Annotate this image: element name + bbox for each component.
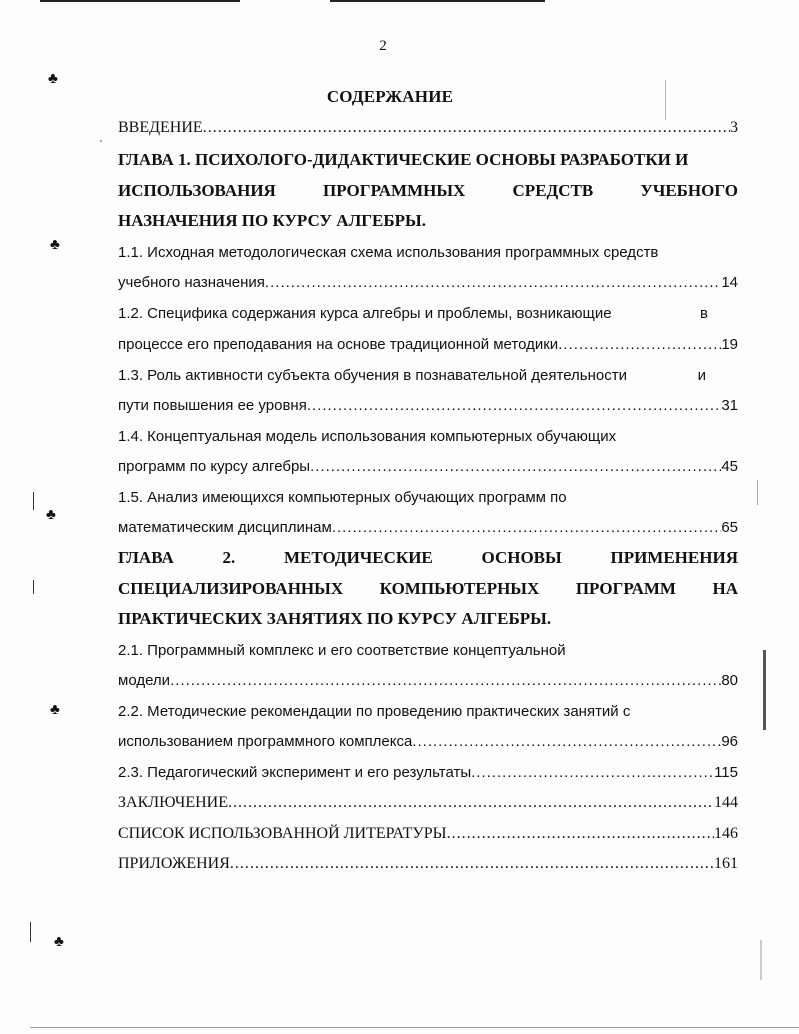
toc-entry-page: 115 bbox=[714, 764, 738, 781]
toc-entry-text: 2.3. Педагогический эксперимент и его результаты bbox=[118, 764, 472, 781]
chapter-1-heading-line-2 bbox=[118, 181, 738, 201]
toc-entry-text: 2.2. Методические рекомендации по проведению практических занятий с bbox=[118, 703, 631, 720]
leader-dots bbox=[447, 824, 714, 844]
leader-dots bbox=[558, 335, 721, 355]
toc-entry-page: 144 bbox=[714, 794, 738, 811]
toc-entry-label: ПРИЛОЖЕНИЯ bbox=[118, 855, 230, 872]
scan-artifact bbox=[100, 140, 102, 142]
toc-entry-1-2-line-1 bbox=[118, 304, 738, 324]
margin-tick bbox=[33, 580, 34, 594]
toc-entry-2-1-line-2 bbox=[118, 671, 738, 691]
club-mark-icon: ♣ bbox=[50, 702, 60, 718]
toc-entry-page: 65 bbox=[721, 519, 738, 536]
margin-tick bbox=[665, 80, 666, 120]
toc-entry-page: 31 bbox=[721, 397, 738, 414]
toc-entry-page: 146 bbox=[714, 825, 738, 842]
leader-dots bbox=[471, 763, 714, 783]
toc-entry-2-2-line-1 bbox=[118, 702, 738, 722]
toc-entry-intro bbox=[118, 118, 738, 138]
leader-dots bbox=[307, 396, 721, 416]
chapter-heading-word: МЕТОДИЧЕСКИЕ bbox=[284, 548, 433, 567]
toc-entry-text: использованием программного комплекса bbox=[118, 733, 413, 750]
toc-entry-text: учебного назначения bbox=[118, 274, 265, 291]
toc-entry-text: 1.2. Специфика содержания курса алгебры и проблемы, возникающие bbox=[118, 305, 612, 322]
scan-artifact bbox=[760, 940, 762, 980]
margin-tick bbox=[30, 922, 31, 942]
toc-entry-text: 1.3. Роль активности субъекта обучения в познавательной деятельности bbox=[118, 367, 627, 384]
toc-entry-1-1-line-1 bbox=[118, 243, 738, 263]
scan-artifact bbox=[757, 480, 758, 505]
club-mark-icon: ♣ bbox=[48, 71, 58, 87]
toc-entry-text: пути повышения ее уровня bbox=[118, 397, 307, 414]
toc-entry-1-3-line-2 bbox=[118, 396, 738, 416]
chapter-heading-word: КОМПЬЮТЕРНЫХ bbox=[379, 579, 540, 598]
chapter-1-heading-line-3 bbox=[118, 211, 738, 231]
toc-entry-2-2-line-2 bbox=[118, 732, 738, 752]
margin-tick bbox=[33, 492, 34, 510]
chapter-2-heading-line-1 bbox=[118, 548, 738, 568]
scan-artifact bbox=[763, 650, 766, 730]
page-number: 2 bbox=[379, 38, 387, 54]
toc-entry-text: процессе его преподавания на основе традиционной методики bbox=[118, 336, 559, 353]
leader-dots bbox=[332, 518, 721, 538]
leader-dots bbox=[203, 118, 730, 138]
toc-entry-text: программ по курсу алгебры bbox=[118, 458, 311, 475]
toc-entry-page: 161 bbox=[714, 855, 738, 872]
toc-title: СОДЕРЖАНИЕ bbox=[326, 87, 454, 106]
chapter-heading-word: ПРОГРАММНЫХ bbox=[323, 181, 466, 200]
chapter-heading-word: 2. bbox=[222, 548, 236, 567]
toc-entry-1-3-line-1 bbox=[118, 366, 738, 386]
toc-entry-text: 1.5. Анализ имеющихся компьютерных обучающих программ по bbox=[118, 489, 567, 506]
chapter-heading-word: СПЕЦИАЛИЗИРОВАННЫХ bbox=[118, 579, 344, 598]
chapter-heading-text: ГЛАВА 1. ПСИХОЛОГО-ДИДАКТИЧЕСКИЕ ОСНОВЫ РАЗРАБОТКИ И bbox=[118, 150, 689, 169]
chapter-2-heading-line-3 bbox=[118, 609, 738, 629]
chapter-1-heading-line-1 bbox=[118, 150, 738, 170]
chapter-heading-text: НАЗНАЧЕНИЯ ПО КУРСУ АЛГЕБРЫ. bbox=[118, 211, 426, 230]
leader-dots bbox=[228, 793, 714, 813]
toc-entry-text-tail: и bbox=[697, 367, 706, 384]
toc-entry-text: 1.1. Исходная методологическая схема использования программных средств bbox=[118, 244, 659, 261]
toc-entry-1-4-line-1 bbox=[118, 427, 738, 447]
toc-entry-appendices bbox=[118, 854, 738, 874]
toc-entry-1-5-line-1 bbox=[118, 488, 738, 508]
club-mark-icon: ♣ bbox=[54, 934, 64, 950]
club-mark-icon: ♣ bbox=[46, 507, 56, 523]
toc-entry-label: ЗАКЛЮЧЕНИЕ bbox=[118, 794, 228, 811]
chapter-heading-word: НА bbox=[712, 579, 738, 598]
toc-entry-page: 80 bbox=[721, 672, 738, 689]
toc-entry-references bbox=[118, 824, 738, 844]
leader-dots bbox=[265, 273, 721, 293]
toc-entry-text: математическим дисциплинам bbox=[118, 519, 332, 536]
bottom-border-line bbox=[30, 1027, 799, 1028]
leader-dots bbox=[170, 671, 721, 691]
chapter-heading-text: ПРАКТИЧЕСКИХ ЗАНЯТИЯХ ПО КУРСУ АЛГЕБРЫ. bbox=[118, 609, 552, 628]
toc-entry-1-5-line-2 bbox=[118, 518, 738, 538]
toc-entry-text-tail: в bbox=[700, 305, 708, 322]
toc-entry-1-1-line-2 bbox=[118, 273, 738, 293]
toc-entry-1-2-line-2 bbox=[118, 335, 738, 355]
chapter-heading-word: ПРОГРАММ bbox=[575, 579, 676, 598]
toc-entry-page: 3 bbox=[730, 119, 738, 136]
toc-entry-page: 96 bbox=[721, 733, 738, 750]
leader-dots bbox=[230, 854, 714, 874]
chapter-2-heading-line-2 bbox=[118, 579, 738, 599]
toc-entry-page: 45 bbox=[721, 458, 738, 475]
leader-dots bbox=[310, 457, 721, 477]
toc-entry-page: 19 bbox=[721, 336, 738, 353]
chapter-heading-word: СРЕДСТВ bbox=[512, 181, 594, 200]
top-border-line bbox=[330, 0, 545, 2]
toc-entry-conclusion bbox=[118, 793, 738, 813]
toc-entry-2-1-line-1 bbox=[118, 641, 738, 661]
toc-entry-text: модели bbox=[118, 672, 171, 689]
chapter-heading-word: ПРИМЕНЕНИЯ bbox=[610, 548, 738, 567]
chapter-heading-word: ОСНОВЫ bbox=[481, 548, 562, 567]
toc-entry-label: СПИСОК ИСПОЛЬЗОВАННОЙ ЛИТЕРАТУРЫ bbox=[118, 825, 447, 842]
toc-entry-label: ВВЕДЕНИЕ bbox=[118, 119, 203, 136]
chapter-heading-word: ГЛАВА bbox=[118, 548, 174, 567]
toc-entry-text: 1.4. Концептуальная модель использования компьютерных обучающих bbox=[118, 428, 617, 445]
club-mark-icon: ♣ bbox=[50, 237, 60, 253]
chapter-heading-word: ИСПОЛЬЗОВАНИЯ bbox=[118, 181, 276, 200]
toc-entry-page: 14 bbox=[721, 274, 738, 291]
chapter-heading-word: УЧЕБНОГО bbox=[640, 181, 738, 200]
leader-dots bbox=[412, 732, 721, 752]
toc-entry-1-4-line-2 bbox=[118, 457, 738, 477]
toc-entry-2-3 bbox=[118, 763, 738, 783]
top-border-line bbox=[40, 0, 240, 2]
toc-entry-text: 2.1. Программный комплекс и его соответствие концептуальной bbox=[118, 642, 566, 659]
